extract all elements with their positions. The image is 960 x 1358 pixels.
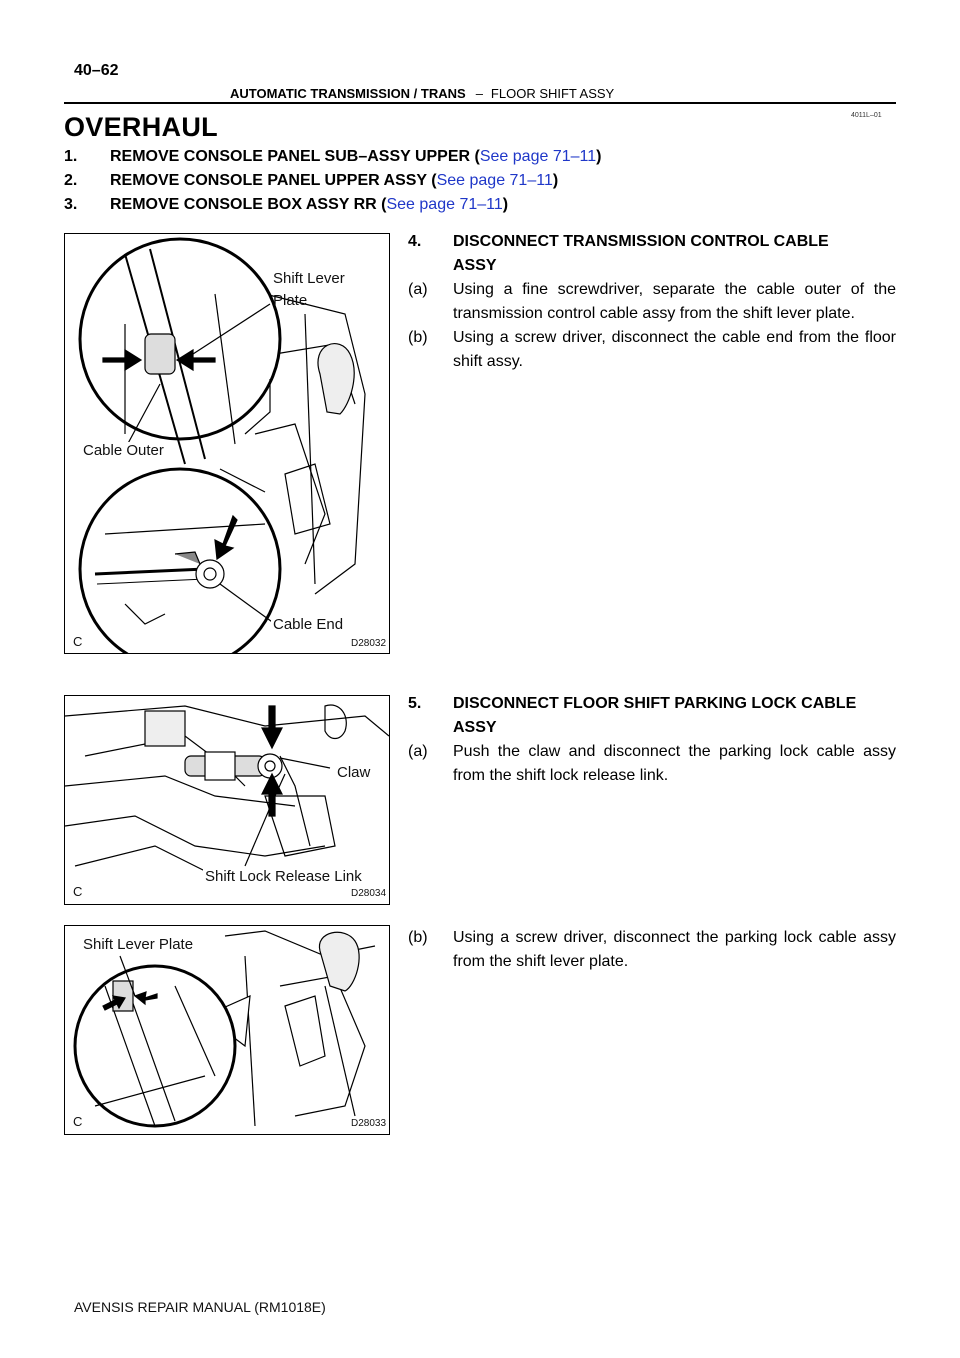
figure-c-mark: C <box>73 634 83 649</box>
header-section: AUTOMATIC TRANSMISSION / TRANS <box>230 86 466 101</box>
substep-text: Using a screw driver, disconnect the parking lock cable assy from the shift lever plate. <box>453 929 896 970</box>
substep-label: (a) <box>408 281 428 298</box>
heading-line-2: ASSY <box>453 719 497 736</box>
step-5a <box>408 740 896 788</box>
see-page-link[interactable]: See page 71–11 <box>386 196 503 213</box>
heading-line-1: DISCONNECT TRANSMISSION CONTROL CABLE <box>453 233 829 250</box>
document-code: 4011L–01 <box>851 112 882 119</box>
substep-text: Push the claw and disconnect the parking lock cable assy from the shift lock release link. <box>453 743 896 784</box>
step-close: ) <box>596 148 602 165</box>
step-number: 2. <box>64 172 78 189</box>
figure-d28034 <box>64 695 390 905</box>
step-close: ) <box>502 196 509 213</box>
step-5-block <box>408 692 896 788</box>
see-page-link[interactable]: See page 71–11 <box>436 172 553 189</box>
step-3 <box>64 196 508 214</box>
step-number: 5. <box>408 695 422 712</box>
step-text: REMOVE CONSOLE BOX ASSY RR ( <box>110 196 387 213</box>
heading-line-2: ASSY <box>453 257 497 274</box>
figure-c-mark: C <box>73 1114 83 1129</box>
step-number: 4. <box>408 233 422 250</box>
label-shift-lock-release-link: Shift Lock Release Link <box>205 868 362 885</box>
step-4-heading <box>408 230 896 254</box>
see-page-link[interactable]: See page 71–11 <box>479 148 597 165</box>
illustration-shift-lever-plate <box>65 926 389 1134</box>
substep-label: (a) <box>408 743 428 760</box>
step-close: ) <box>552 172 559 189</box>
step-5-heading-cont <box>408 716 896 740</box>
substep-label: (b) <box>408 329 428 346</box>
step-4a <box>408 278 896 326</box>
label-plate: Plate <box>273 292 308 309</box>
figure-d28032 <box>64 233 390 654</box>
label-cable-outer: Cable Outer <box>83 442 164 459</box>
substep-text: Using a screw driver, disconnect the cable end from the floor shift assy. <box>453 329 896 370</box>
step-text: REMOVE CONSOLE PANEL UPPER ASSY ( <box>110 172 437 189</box>
step-5b <box>408 926 896 974</box>
label-claw: Claw <box>337 764 371 781</box>
step-4-block <box>408 230 896 374</box>
page-title: OVERHAUL <box>64 112 218 142</box>
step-1 <box>64 148 601 166</box>
heading-line-1: DISCONNECT FLOOR SHIFT PARKING LOCK CABLE <box>453 695 857 712</box>
figure-d28033 <box>64 925 390 1135</box>
label-cable-end: Cable End <box>273 616 344 633</box>
step-5b-block <box>408 926 896 974</box>
label-shift-lever-plate: Shift Lever Plate <box>83 936 194 953</box>
figure-c-mark: C <box>73 884 83 899</box>
figure-code: D28034 <box>351 888 387 899</box>
step-number: 3. <box>64 196 78 213</box>
header-subsection: FLOOR SHIFT ASSY <box>490 86 615 101</box>
running-header <box>230 86 614 101</box>
step-4-heading-cont <box>408 254 896 278</box>
step-5-heading <box>408 692 896 716</box>
step-2 <box>64 172 558 190</box>
figure-code: D28033 <box>351 1118 387 1129</box>
header-separator: – <box>475 86 483 101</box>
figure-code: D28032 <box>351 638 387 649</box>
substep-label: (b) <box>408 929 428 946</box>
step-number: 1. <box>64 148 78 165</box>
step-text: REMOVE CONSOLE PANEL SUB–ASSY UPPER ( <box>110 148 480 165</box>
substep-text: Using a fine screwdriver, separate the cable outer of the transmission control cable assy from the shift lever plate. <box>453 281 896 322</box>
page-number: 40–62 <box>74 62 119 79</box>
footer-manual-id: AVENSIS REPAIR MANUAL (RM1018E) <box>74 1299 326 1315</box>
header-rule <box>64 102 896 104</box>
label-shift-lever: Shift Lever <box>273 270 345 287</box>
step-4b <box>408 326 896 374</box>
